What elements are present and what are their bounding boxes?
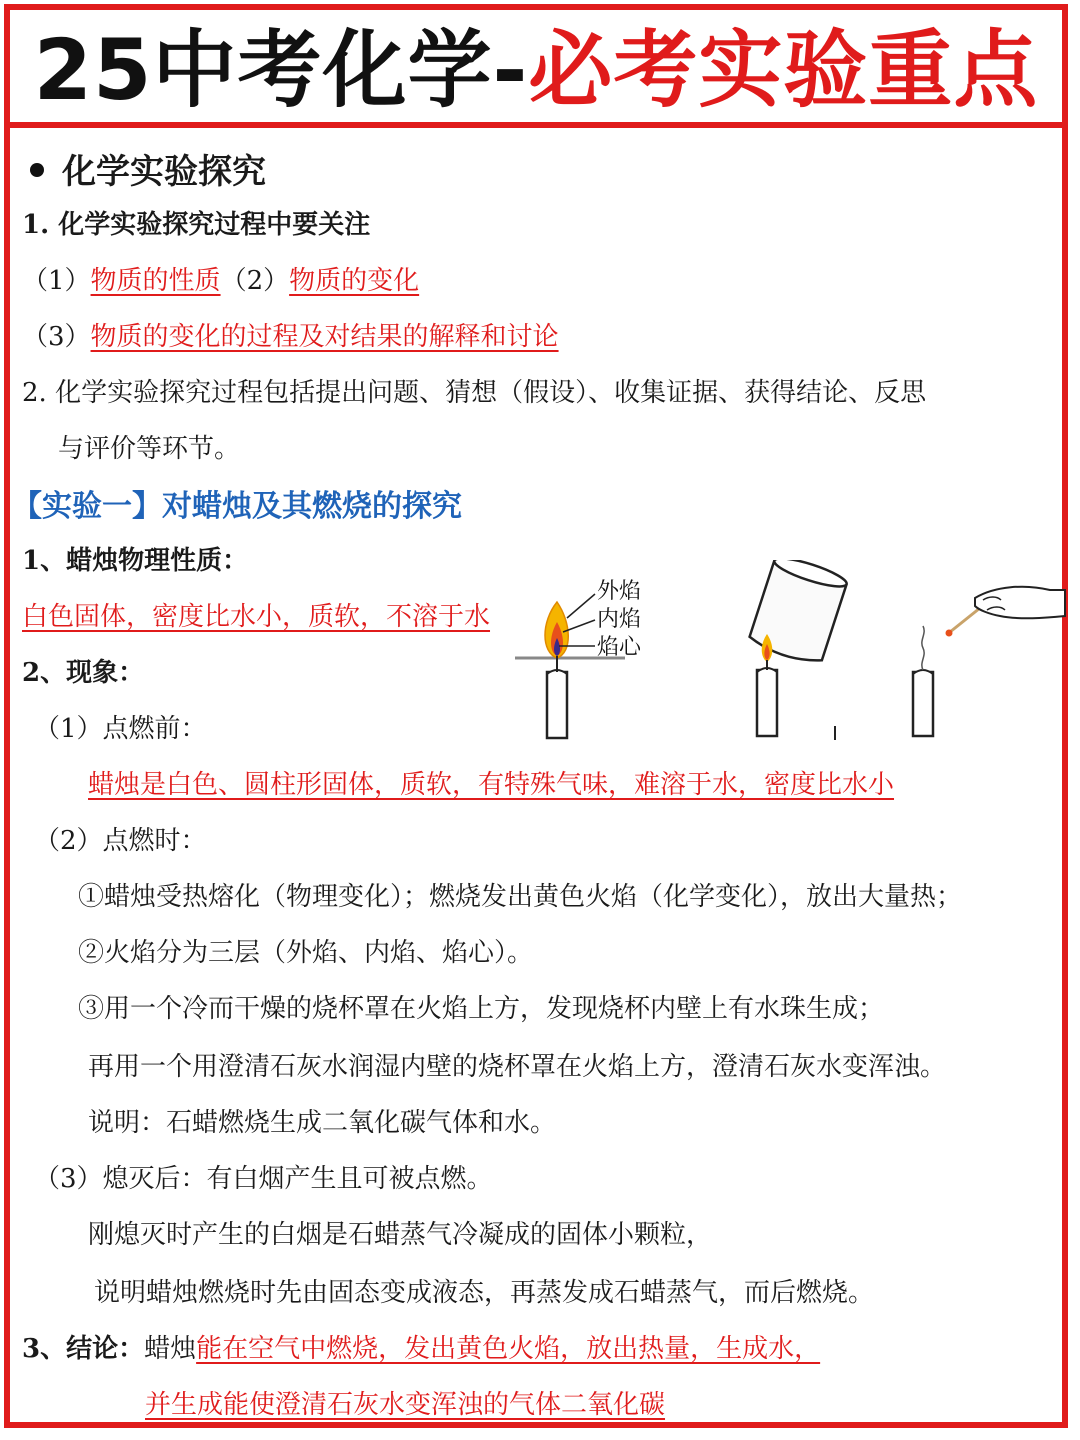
during-item-2: ②火焰分为三层（外焰、内焰、焰心）。 — [78, 938, 534, 968]
physical-properties-answer: 白色固体，密度比水小，质软，不溶于水 — [22, 602, 491, 632]
candle-experiment-figure — [505, 560, 1075, 750]
candle-with-beaker — [747, 560, 849, 740]
after-item-1: 刚熄灭时产生的白烟是石蜡蒸气冷凝成的固体小颗粒， — [88, 1220, 713, 1250]
bullet-icon — [30, 163, 44, 177]
point-2-line-2: 与评价等环节。 — [58, 434, 241, 464]
section-heading: 化学实验探究 — [30, 150, 266, 194]
during-item-3: ③用一个冷而干燥的烧杯罩在火焰上方，发现烧杯内壁上有水珠生成； — [78, 994, 885, 1024]
before-lighting-label: （1）点燃前： — [34, 714, 207, 744]
label-flame-core: 焰心 — [597, 635, 642, 660]
title-banner — [4, 4, 1068, 128]
point-1-item-c: （3）物质的变化的过程及对结果的解释和讨论 — [22, 322, 559, 352]
point-1: 1. 化学实验探究过程中要关注 — [22, 210, 371, 240]
experiment-1-heading: 【实验一】对蜡烛及其燃烧的探究 — [12, 489, 462, 524]
candle-with-flame-layers — [515, 579, 642, 738]
physical-properties-heading: 1、蜡烛物理性质： — [22, 546, 249, 576]
point-2-line-1: 2. 化学实验探究过程包括提出问题、猜想（假设）、收集证据、获得结论、反思 — [22, 378, 927, 408]
label-outer-flame: 外焰 — [597, 579, 642, 604]
label-inner-flame: 内焰 — [597, 607, 642, 632]
conclusion-heading: 3、结论： — [22, 1334, 145, 1364]
conclusion-line-1: 3、结论：蜡烛能在空气中燃烧，发出黄色火焰，放出热量，生成水， — [22, 1334, 821, 1364]
during-lighting-label: （2）点燃时： — [34, 826, 207, 856]
conclusion-line-2: 并生成能使澄清石灰水变浑浊的气体二氧化碳 — [145, 1390, 666, 1420]
answer-blank: 物质的变化的过程及对结果的解释和讨论 — [90, 322, 559, 352]
title-red: 必考实验重点 — [528, 20, 1039, 119]
phenomena-heading: 2、现象： — [22, 658, 145, 688]
point-1-items-ab: （1）物质的性质（2）物质的变化 — [22, 266, 420, 296]
during-item-1: ①蜡烛受热熔化（物理变化）；燃烧发出黄色火焰（化学变化），放出大量热； — [78, 882, 963, 912]
answer-blank: 物质的性质 — [90, 266, 221, 296]
answer-blank: 物质的变化 — [289, 266, 420, 296]
after-extinguish-label: （3）熄灭后：有白烟产生且可被点燃。 — [34, 1164, 493, 1194]
title-black: 25中考化学- — [33, 20, 529, 119]
before-lighting-answer: 蜡烛是白色、圆柱形固体，质软，有特殊气味，难溶于水，密度比水小 — [88, 770, 895, 800]
extinguished-candle-with-match — [913, 587, 1065, 736]
after-item-2: 说明蜡烛燃烧时先由固态变成液态，再蒸发成石蜡蒸气，而后燃烧。 — [94, 1278, 875, 1308]
during-item-4: 再用一个用澄清石灰水润湿内壁的烧杯罩在火焰上方，澄清石灰水变浑浊。 — [88, 1052, 947, 1082]
during-item-5: 说明：石蜡燃烧生成二氧化碳气体和水。 — [88, 1108, 557, 1138]
answer-blank: 能在空气中燃烧，发出黄色火焰，放出热量，生成水， — [196, 1334, 821, 1364]
